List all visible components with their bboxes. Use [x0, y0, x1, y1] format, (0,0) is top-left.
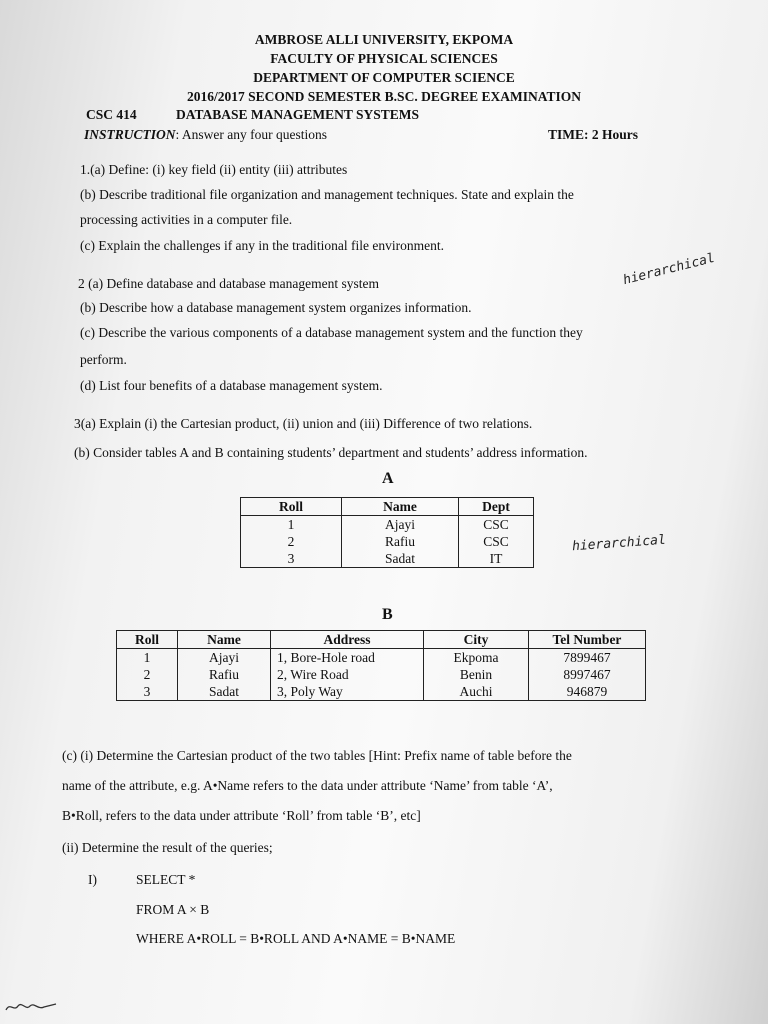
q3b: (b) Consider tables A and B containing students’ department and students’ address information. — [74, 445, 588, 460]
instruction — [84, 127, 327, 143]
q3c-line2: name of the attribute, e.g. A•Name refers to the data under attribute ‘Name’ from table ‘A’, — [62, 778, 553, 793]
table-row — [117, 649, 646, 667]
table-a — [240, 497, 534, 568]
table-b-cell: 3 — [117, 683, 178, 701]
query-where: WHERE A•ROLL = B•ROLL AND A•NAME = B•NAME — [136, 931, 456, 946]
table-a-cell: CSC — [459, 516, 534, 534]
query-number: I) — [88, 872, 97, 887]
table-a-cell: Sadat — [342, 550, 459, 568]
table-b-cell: Auchi — [424, 683, 529, 701]
table-b-col-city: City — [424, 631, 529, 649]
q3c-line3: B•Roll, refers to the data under attribute ‘Roll’ from table ‘B’, etc] — [62, 808, 421, 823]
table-b-cell: 2 — [117, 666, 178, 683]
table-b-cell: Ajayi — [178, 649, 271, 667]
table-a-header-row — [241, 498, 534, 516]
course-title: DATABASE MANAGEMENT SYSTEMS — [176, 107, 420, 122]
instruction-label: INSTRUCTION — [84, 127, 176, 142]
table-a-caption: A — [382, 470, 394, 487]
table-b-cell: 7899467 — [529, 649, 646, 667]
table-b-col-address: Address — [271, 631, 424, 649]
table-a-cell: 3 — [241, 550, 342, 568]
table-a-cell: Rafiu — [342, 533, 459, 550]
table-b-cell: 946879 — [529, 683, 646, 701]
query-select: SELECT * — [136, 872, 196, 887]
table-a-col-roll: Roll — [241, 498, 342, 516]
handwritten-note-2: hierarchical — [571, 532, 667, 555]
table-row — [117, 666, 646, 683]
table-b-cell: 1, Bore-Hole road — [271, 649, 424, 667]
table-b-col-name: Name — [178, 631, 271, 649]
university-name: AMBROSE ALLI UNIVERSITY, EKPOMA — [254, 32, 514, 47]
table-b-cell: 3, Poly Way — [271, 683, 424, 701]
pen-scribble-mark — [4, 998, 62, 1014]
q1b-line1: (b) Describe traditional file organization and management techniques. State and explain the — [80, 187, 574, 202]
table-row — [241, 516, 534, 534]
table-b — [116, 630, 646, 701]
course-code: CSC 414 — [86, 107, 137, 122]
q1b-line2: processing activities in a computer file. — [80, 212, 293, 227]
table-b-col-tel: Tel Number — [529, 631, 646, 649]
q1a: 1.(a) Define: (i) key field (ii) entity (iii) attributes — [80, 162, 348, 177]
table-b-caption: B — [382, 606, 393, 623]
table-a-cell: Ajayi — [342, 516, 459, 534]
table-row — [241, 550, 534, 568]
q2d: (d) List four benefits of a database management system. — [80, 378, 383, 393]
q1c: (c) Explain the challenges if any in the traditional file environment. — [80, 238, 444, 253]
table-b-cell: 8997467 — [529, 666, 646, 683]
q2c-line1: (c) Describe the various components of a database management system and the function they — [80, 325, 583, 340]
table-a-cell: IT — [459, 550, 534, 568]
q2c-line2: perform. — [80, 352, 127, 367]
q2b: (b) Describe how a database management system organizes information. — [80, 300, 472, 315]
table-b-cell: Ekpoma — [424, 649, 529, 667]
table-a-cell: 2 — [241, 533, 342, 550]
table-b-cell: 2, Wire Road — [271, 666, 424, 683]
q3a: 3(a) Explain (i) the Cartesian product, (ii) union and (iii) Difference of two relations. — [74, 416, 533, 431]
instruction-text: : Answer any four questions — [175, 127, 327, 142]
table-b-cell: Benin — [424, 666, 529, 683]
table-b-cell: 1 — [117, 649, 178, 667]
table-row — [117, 683, 646, 701]
query-from: FROM A × B — [136, 902, 210, 917]
table-row — [241, 533, 534, 550]
table-b-col-roll: Roll — [117, 631, 178, 649]
q2a: 2 (a) Define database and database management system — [78, 276, 379, 291]
department-name: DEPARTMENT OF COMPUTER SCIENCE — [253, 70, 515, 85]
table-a-col-name: Name — [342, 498, 459, 516]
q3c-line4: (ii) Determine the result of the queries; — [62, 840, 273, 855]
table-a-cell: CSC — [459, 533, 534, 550]
table-b-cell: Rafiu — [178, 666, 271, 683]
table-b-header-row — [117, 631, 646, 649]
faculty-name: FACULTY OF PHYSICAL SCIENCES — [270, 51, 498, 66]
table-b-cell: Sadat — [178, 683, 271, 701]
exam-title: 2016/2017 SECOND SEMESTER B.SC. DEGREE EXAMINATION — [187, 89, 581, 104]
handwritten-note-1: hierarchical — [621, 250, 717, 289]
q3c-line1: (c) (i) Determine the Cartesian product of the two tables [Hint: Prefix name of table before the — [62, 748, 572, 763]
table-a-col-dept: Dept — [459, 498, 534, 516]
table-a-cell: 1 — [241, 516, 342, 534]
exam-header — [0, 30, 768, 106]
exam-time: TIME: 2 Hours — [548, 127, 639, 142]
